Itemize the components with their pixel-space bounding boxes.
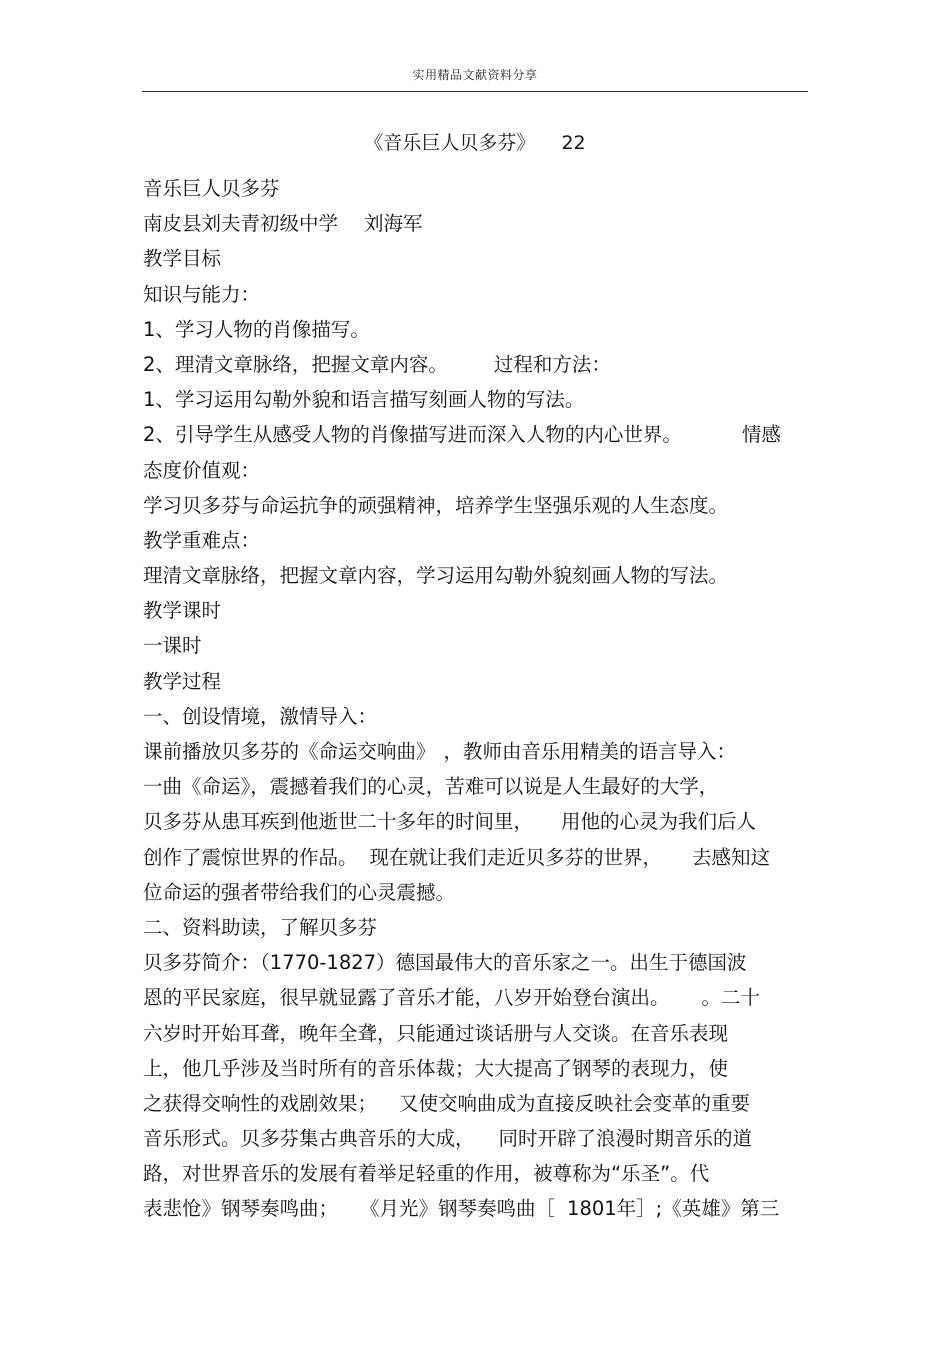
body-line: 音乐形式。贝多芬集古典音乐的大成， 同时开辟了浪漫时期音乐的道 bbox=[143, 1127, 753, 1151]
body-line: 位命运的强者带给我们的心灵震撼。 bbox=[143, 880, 456, 904]
body-line: 教学过程 bbox=[143, 669, 222, 693]
body-line: 2、理清文章脉络，把握文章内容。 过程和方法： bbox=[143, 352, 611, 376]
title-text: 《音乐巨人贝多芬》 bbox=[364, 132, 536, 154]
document-body bbox=[143, 171, 809, 1227]
body-line: 恩的平民家庭，很早就显露了音乐才能，八岁开始登台演出。 。二十 bbox=[143, 986, 761, 1010]
body-line: 之获得交响性的戏剧效果； 又使交响曲成为直接反映社会变革的重要 bbox=[143, 1091, 751, 1115]
body-line: 1、学习人物的肖像描写。 bbox=[143, 317, 370, 341]
body-line: 2、引导学生从感受人物的肖像描写进而深入人物的内心世界。 情感 bbox=[143, 423, 781, 447]
document-title bbox=[0, 128, 950, 155]
body-line: 一课时 bbox=[143, 634, 202, 658]
page-header: 实用精品文献资料分享 bbox=[412, 68, 538, 82]
body-line: 上，他几乎涉及当时所有的音乐体裁；大大提高了钢琴的表现力，使 bbox=[143, 1056, 729, 1080]
body-line: 一曲《命运》，震撼着我们的心灵，苦难可以说是人生最好的大学， bbox=[143, 775, 719, 799]
body-line: 路，对世界音乐的发展有着举足轻重的作用，被尊称为“乐圣”。代 bbox=[143, 1162, 710, 1186]
body-line: 音乐巨人贝多芬 bbox=[143, 177, 280, 200]
body-line: 教学重难点： bbox=[143, 528, 261, 552]
body-line: 表悲怆》钢琴奏鸣曲； 《月光》钢琴奏鸣曲［ 1801年］;《英雄》第三 bbox=[143, 1197, 780, 1221]
body-line: 态度价值观： bbox=[143, 458, 261, 482]
title-number: 22 bbox=[561, 132, 586, 154]
body-line: 六岁时开始耳聋，晚年全聋，只能通过谈话册与人交谈。在音乐表现 bbox=[143, 1021, 729, 1045]
body-line: 教学目标 bbox=[143, 247, 222, 271]
body-line: 贝多芬简介：（1770-1827）德国最伟大的音乐家之一。出生于德国波 bbox=[143, 951, 747, 975]
body-line: 课前播放贝多芬的《命运交响曲》 ，教师由音乐用精美的语言导入： bbox=[143, 740, 737, 763]
body-line: 一、创设情境，激情导入： bbox=[143, 704, 378, 728]
header-divider bbox=[142, 91, 808, 92]
body-line: 学习贝多芬与命运抗争的顽强精神，培养学生坚强乐观的人生态度。 bbox=[143, 493, 729, 517]
body-line: 二、资料助读，了解贝多芬 bbox=[143, 915, 378, 939]
body-line: 创作了震惊世界的作品。 现在就让我们走近贝多芬的世界， 去感知这 bbox=[143, 845, 771, 869]
body-line: 理清文章脉络，把握文章内容，学习运用勾勒外貌刻画人物的写法。 bbox=[143, 564, 729, 588]
body-line: 南皮县刘夫青初级中学 刘海军 bbox=[143, 212, 423, 236]
body-line: 1、学习运用勾勒外貌和语言描写刻画人物的写法。 bbox=[143, 388, 585, 412]
body-line: 知识与能力： bbox=[143, 282, 261, 306]
body-line: 教学课时 bbox=[143, 599, 222, 623]
body-line: 贝多芬从患耳疾到他逝世二十多年的时间里， 用他的心灵为我们后人 bbox=[143, 810, 757, 834]
